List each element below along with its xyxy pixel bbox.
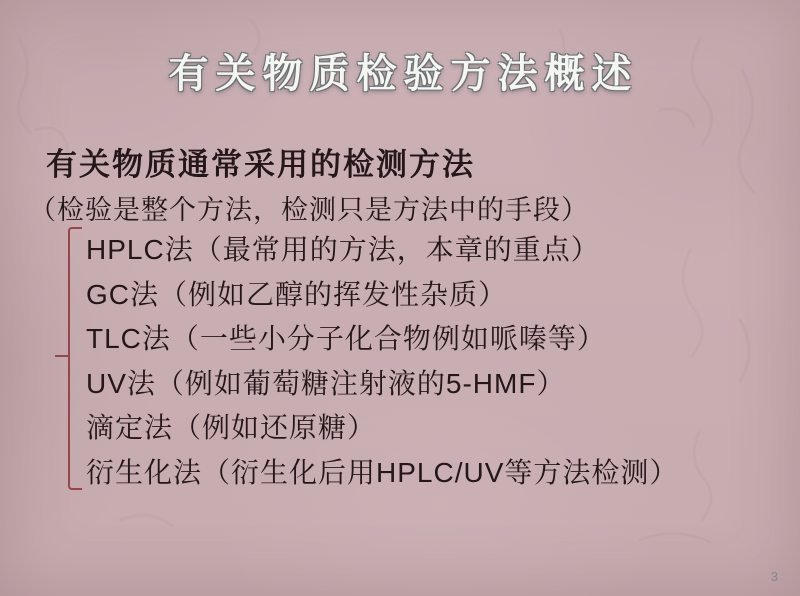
- method-item-derivatization: 衍生化法（衍生化后用HPLC/UV等方法检测）: [86, 456, 679, 488]
- content-note: （检验是整个方法，检测只是方法中的手段）: [29, 195, 589, 225]
- left-bracket: [68, 227, 82, 490]
- slide-title: 有关物质检验方法概述: [168, 52, 639, 96]
- methods-list: [86, 226, 678, 493]
- method-item-uv: UV法（例如葡萄糖注射液的5-HMF）: [86, 367, 566, 399]
- page-number: 3: [770, 569, 778, 584]
- method-item-titration: 滴定法（例如还原糖）: [86, 412, 377, 444]
- method-item-hplc: HPLC法（最常用的方法，本章的重点）: [86, 234, 600, 266]
- method-item-gc: GC法（例如乙醇的挥发性杂质）: [86, 278, 508, 310]
- bracket-tick: [55, 355, 68, 357]
- content-heading: 有关物质通常采用的检测方法: [46, 147, 475, 182]
- method-item-tlc: TLC法（一些小分子化合物例如哌嗪等）: [86, 323, 606, 355]
